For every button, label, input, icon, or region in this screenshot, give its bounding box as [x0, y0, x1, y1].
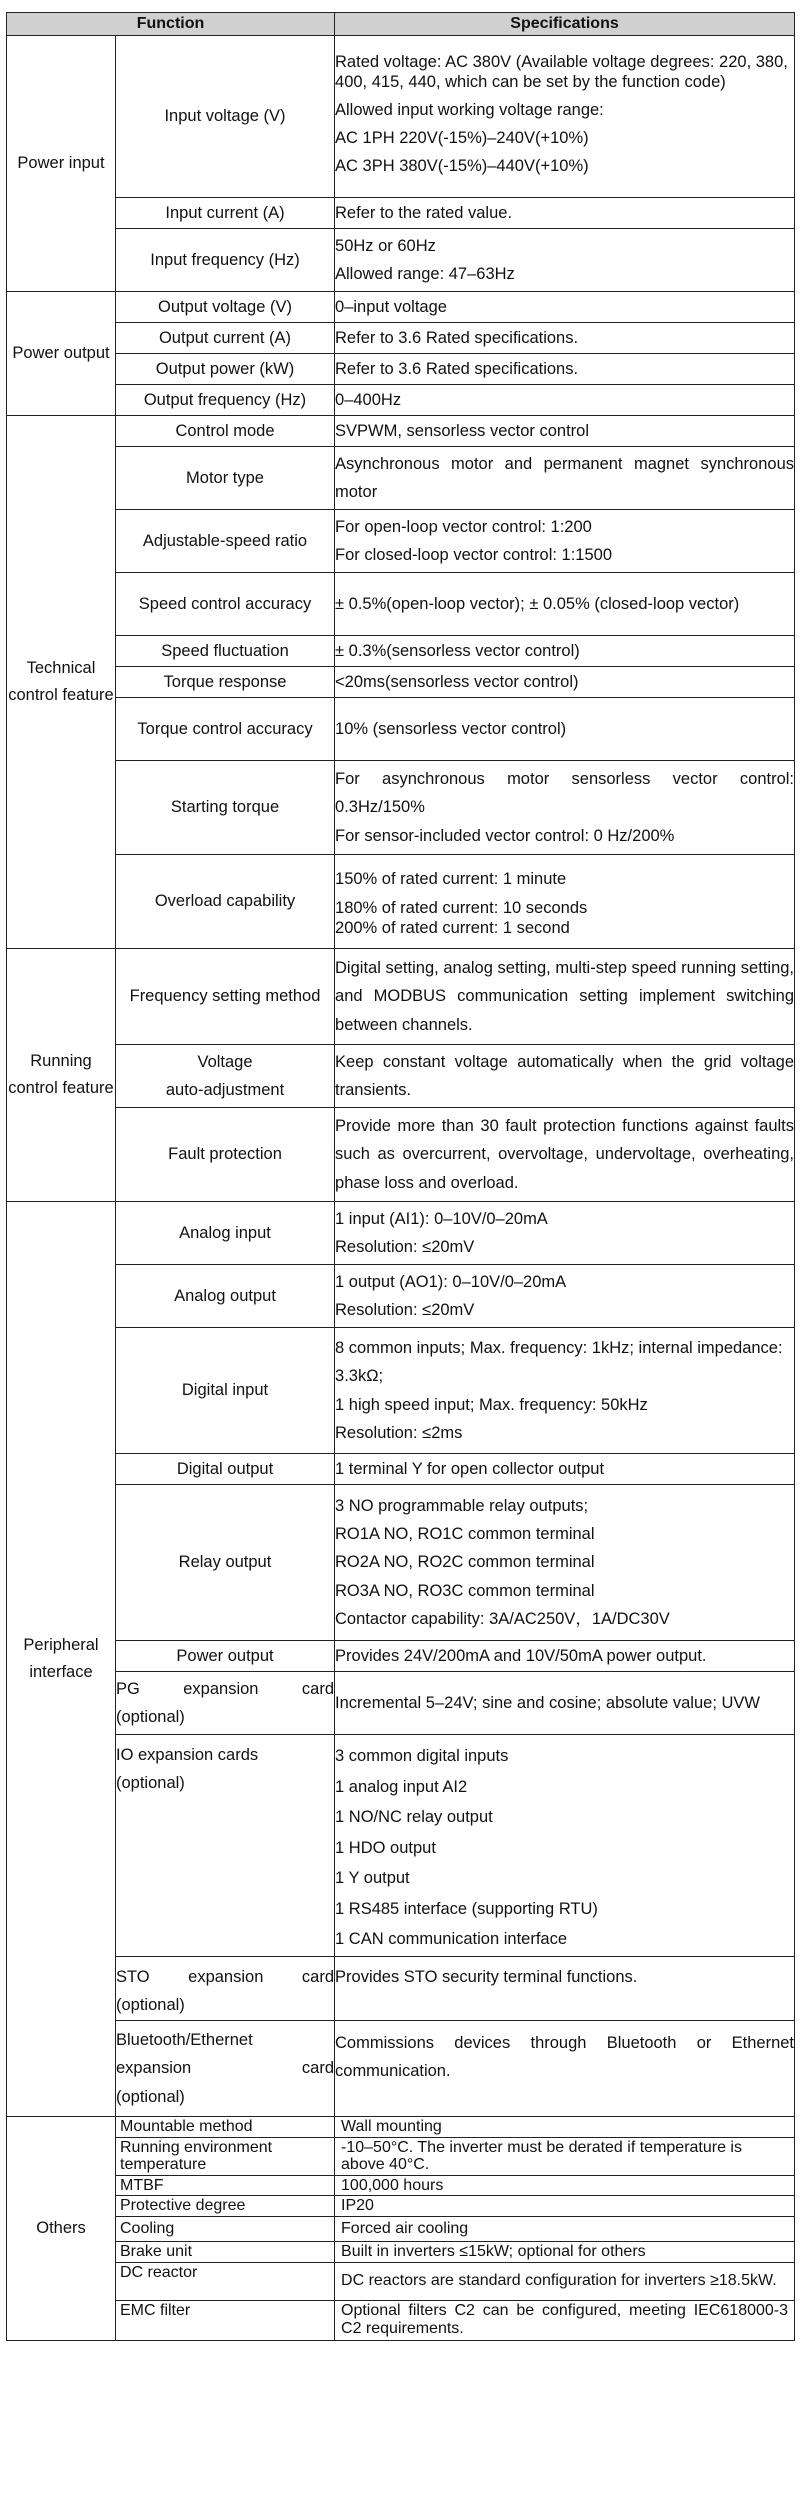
table-row: [7, 2137, 795, 2175]
table-row: [7, 698, 795, 761]
table-row: [7, 1328, 795, 1454]
function-control-mode: Control mode: [116, 416, 335, 447]
table-row: [7, 1485, 795, 1641]
table-row: [7, 2117, 795, 2138]
spec-line: 1 RS485 interface (supporting RTU): [335, 1899, 598, 1918]
spec-line: For closed-loop vector control: 1:1500: [335, 546, 612, 564]
spec-line: 1 analog input AI2: [335, 1777, 468, 1796]
function-mtbf: MTBF: [116, 2175, 335, 2196]
table-row: [7, 416, 795, 447]
function-environment: Running environment temperature: [116, 2137, 335, 2175]
table-row: [7, 1454, 795, 1485]
spec-line: Resolution: ≤20mV: [335, 1301, 475, 1319]
spec-line: 200% of rated current: 1 second: [335, 918, 570, 937]
spec-output-frequency: 0–400Hz: [335, 385, 795, 416]
spec-output-voltage: 0–input voltage: [335, 292, 795, 323]
spec-line: Resolution: ≤20mV: [335, 1238, 475, 1256]
table-row: [7, 510, 795, 573]
function-pg-card: [116, 1672, 335, 1735]
spec-output-power: Refer to 3.6 Rated specifications.: [335, 354, 795, 385]
function-bt-eth-card: [116, 2021, 335, 2117]
table-row: [7, 292, 795, 323]
function-digital-output: Digital output: [116, 1454, 335, 1485]
spec-line: 1 NO/NC relay output: [335, 1808, 493, 1827]
spec-input-voltage: [335, 36, 795, 198]
category-peripheral: Peripheral interface: [7, 1202, 116, 2117]
spec-mountable: Wall mounting: [335, 2117, 795, 2138]
spec-io-cards: [335, 1735, 795, 1957]
function-dc-reactor: DC reactor: [116, 2262, 335, 2300]
spec-line: 1 CAN communication interface: [335, 1930, 568, 1949]
header-specifications: Specifications: [335, 13, 795, 36]
header-function: Function: [7, 13, 335, 36]
spec-voltage-auto: Keep constant voltage automatically when the grid voltage transients.: [335, 1045, 795, 1108]
spec-line: RO3A NO, RO3C common terminal: [335, 1581, 595, 1600]
table-row: [7, 1265, 795, 1328]
spec-protective: IP20: [335, 2196, 795, 2217]
spec-line: Resolution: ≤2ms: [335, 1423, 463, 1442]
function-emc: EMC filter: [116, 2300, 335, 2340]
spec-overload: [335, 855, 795, 949]
spec-line: Rated voltage: AC 380V (Available voltage degrees: 220, 380, 400, 415, 440, which can be set by the function code): [335, 53, 788, 91]
function-frequency-setting: Frequency setting method: [116, 949, 335, 1045]
spec-line: 1 output (AO1): 0–10V/0–20mA: [335, 1272, 567, 1291]
spec-analog-output: [335, 1265, 795, 1328]
spec-speed-accuracy: ± 0.5%(open-loop vector); ± 0.05% (closed-loop vector): [335, 573, 795, 636]
function-line: IO expansion cards: [116, 1746, 259, 1764]
spec-line: 3 common digital inputs: [335, 1747, 509, 1765]
function-torque-response: Torque response: [116, 667, 335, 698]
spec-line: 150% of rated current: 1 minute: [335, 869, 567, 888]
spec-line: Allowed range: 47–63Hz: [335, 265, 515, 283]
table-row: [7, 573, 795, 636]
table-row: [7, 667, 795, 698]
spec-line: 8 common inputs; Max. frequency: 1kHz; internal impedance: 3.3kΩ;: [335, 1339, 783, 1386]
table-row: [7, 2216, 795, 2241]
function-motor-type: Motor type: [116, 447, 335, 510]
table-row: [7, 447, 795, 510]
spec-cooling: Forced air cooling: [335, 2216, 795, 2241]
table-row: [7, 385, 795, 416]
spec-emc: Optional filters C2 can be configured, meeting IEC618000-3 C2 requirements.: [335, 2300, 795, 2340]
table-row: [7, 1672, 795, 1735]
function-sto-card: [116, 1957, 335, 2021]
table-row: [7, 36, 795, 198]
function-brake: Brake unit: [116, 2241, 335, 2262]
function-digital-input: Digital input: [116, 1328, 335, 1454]
function-line: PG expansion card: [116, 1679, 335, 1698]
spec-input-current: Refer to the rated value.: [335, 198, 795, 229]
table-row: [7, 2300, 795, 2340]
table-row: [7, 354, 795, 385]
table-row: [7, 1735, 795, 1957]
function-io-cards: [116, 1735, 335, 1957]
spec-line: 1 Y output: [335, 1869, 410, 1888]
table-row: [7, 636, 795, 667]
function-torque-accuracy: Torque control accuracy: [116, 698, 335, 761]
function-line: auto-adjustment: [165, 1081, 285, 1099]
spec-line: AC 1PH 220V(-15%)–240V(+10%): [335, 128, 589, 147]
spec-mtbf: 100,000 hours: [335, 2175, 795, 2196]
function-line: Bluetooth/Ethernet: [116, 2031, 253, 2050]
spec-analog-input: [335, 1202, 795, 1265]
spec-bt-eth-card: Commissions devices through Bluetooth or Ethernet communication.: [335, 2021, 795, 2117]
spec-line: RO2A NO, RO2C common terminal: [335, 1553, 595, 1572]
table-row: [7, 1202, 795, 1265]
table-header-row: [7, 13, 795, 36]
spec-speed-ratio: [335, 510, 795, 573]
spec-line: RO1A NO, RO1C common terminal: [335, 1525, 595, 1544]
function-overload: Overload capability: [116, 855, 335, 949]
category-power-input: Power input: [7, 36, 116, 292]
spec-line: For asynchronous motor sensorless vector control: 0.3Hz/150%: [335, 770, 795, 817]
spec-relay-output: [335, 1485, 795, 1641]
spec-input-frequency: [335, 229, 795, 292]
function-analog-output: Analog output: [116, 1265, 335, 1328]
function-line: Voltage: [197, 1052, 253, 1071]
function-power-output: Power output: [116, 1641, 335, 1672]
function-relay-output: Relay output: [116, 1485, 335, 1641]
spec-speed-fluctuation: ± 0.3%(sensorless vector control): [335, 636, 795, 667]
function-speed-accuracy: Speed control accuracy: [116, 573, 335, 636]
spec-frequency-setting: Digital setting, analog setting, multi-step speed running setting, and MODBUS communication setting implement switching between channels.: [335, 949, 795, 1045]
table-row: [7, 198, 795, 229]
spec-fault-protection: Provide more than 30 fault protection functions against faults such as overcurrent, overvoltage, undervoltage, overheating, phase loss and overload.: [335, 1108, 795, 1202]
category-power-output: Power output: [7, 292, 116, 416]
table-row: [7, 1108, 795, 1202]
table-row: [7, 949, 795, 1045]
spec-line: For open-loop vector control: 1:200: [335, 517, 592, 536]
function-input-current: Input current (A): [116, 198, 335, 229]
table-row: [7, 2175, 795, 2196]
function-fault-protection: Fault protection: [116, 1108, 335, 1202]
function-output-voltage: Output voltage (V): [116, 292, 335, 323]
function-speed-ratio: Adjustable-speed ratio: [116, 510, 335, 573]
spec-line: 50Hz or 60Hz: [335, 236, 436, 255]
table-row: [7, 1045, 795, 1108]
spec-line: AC 3PH 380V(-15%)–440V(+10%): [335, 156, 589, 175]
function-line: (optional): [116, 1708, 185, 1726]
function-output-current: Output current (A): [116, 323, 335, 354]
specification-table: [6, 12, 795, 2341]
function-input-frequency: Input frequency (Hz): [116, 229, 335, 292]
spec-digital-input: [335, 1328, 795, 1454]
spec-environment: -10–50°C. The inverter must be derated if temperature is above 40°C.: [335, 2137, 795, 2175]
function-protective: Protective degree: [116, 2196, 335, 2217]
spec-dc-reactor: DC reactors are standard configuration for inverters ≥18.5kW.: [335, 2262, 795, 2300]
spec-pg-card: Incremental 5–24V; sine and cosine; absolute value; UVW: [335, 1672, 795, 1735]
table-row: [7, 1957, 795, 2021]
function-starting-torque: Starting torque: [116, 761, 335, 855]
spec-line: Allowed input working voltage range:: [335, 100, 604, 119]
spec-line: 3 NO programmable relay outputs;: [335, 1497, 589, 1516]
spec-line: 180% of rated current: 10 seconds: [335, 898, 588, 917]
spec-starting-torque: [335, 761, 795, 855]
function-speed-fluctuation: Speed fluctuation: [116, 636, 335, 667]
function-voltage-auto: [116, 1045, 335, 1108]
table-row: [7, 2196, 795, 2217]
function-output-frequency: Output frequency (Hz): [116, 385, 335, 416]
spec-torque-response: <20ms(sensorless vector control): [335, 667, 795, 698]
spec-sto-card: Provides STO security terminal functions.: [335, 1957, 795, 2021]
function-line: (optional): [116, 1996, 185, 2015]
spec-line: 1 HDO output: [335, 1838, 436, 1857]
spec-line: For sensor-included vector control: 0 Hz/200%: [335, 826, 675, 845]
table-row: [7, 2241, 795, 2262]
function-line: (optional): [116, 2087, 185, 2106]
function-line: (optional): [116, 1774, 185, 1793]
table-row: [7, 2021, 795, 2117]
function-input-voltage: Input voltage (V): [116, 36, 335, 198]
table-row: [7, 761, 795, 855]
spec-motor-type: Asynchronous motor and permanent magnet synchronous motor: [335, 447, 795, 510]
spec-output-current: Refer to 3.6 Rated specifications.: [335, 323, 795, 354]
spec-control-mode: SVPWM, sensorless vector control: [335, 416, 795, 447]
table-row: [7, 229, 795, 292]
category-running-control: Running control feature: [7, 949, 116, 1202]
function-mountable: Mountable method: [116, 2117, 335, 2138]
table-row: [7, 855, 795, 949]
spec-power-output: Provides 24V/200mA and 10V/50mA power output.: [335, 1641, 795, 1672]
function-line: STO expansion card: [116, 1968, 335, 1986]
table-row: [7, 1641, 795, 1672]
spec-torque-accuracy: 10% (sensorless vector control): [335, 698, 795, 761]
spec-brake: Built in inverters ≤15kW; optional for others: [335, 2241, 795, 2262]
spec-line: Contactor capability: 3A/AC250V，1A/DC30V: [335, 1609, 670, 1628]
function-line: expansion card: [116, 2059, 335, 2078]
spec-line: 1 high speed input; Max. frequency: 50kHz: [335, 1395, 648, 1414]
function-analog-input: Analog input: [116, 1202, 335, 1265]
spec-line: 1 input (AI1): 0–10V/0–20mA: [335, 1209, 548, 1228]
table-row: [7, 323, 795, 354]
function-cooling: Cooling: [116, 2216, 335, 2241]
category-technical-control: Technical control feature: [7, 416, 116, 949]
category-others: Others: [7, 2117, 116, 2341]
function-output-power: Output power (kW): [116, 354, 335, 385]
table-row: [7, 2262, 795, 2300]
spec-digital-output: 1 terminal Y for open collector output: [335, 1454, 795, 1485]
